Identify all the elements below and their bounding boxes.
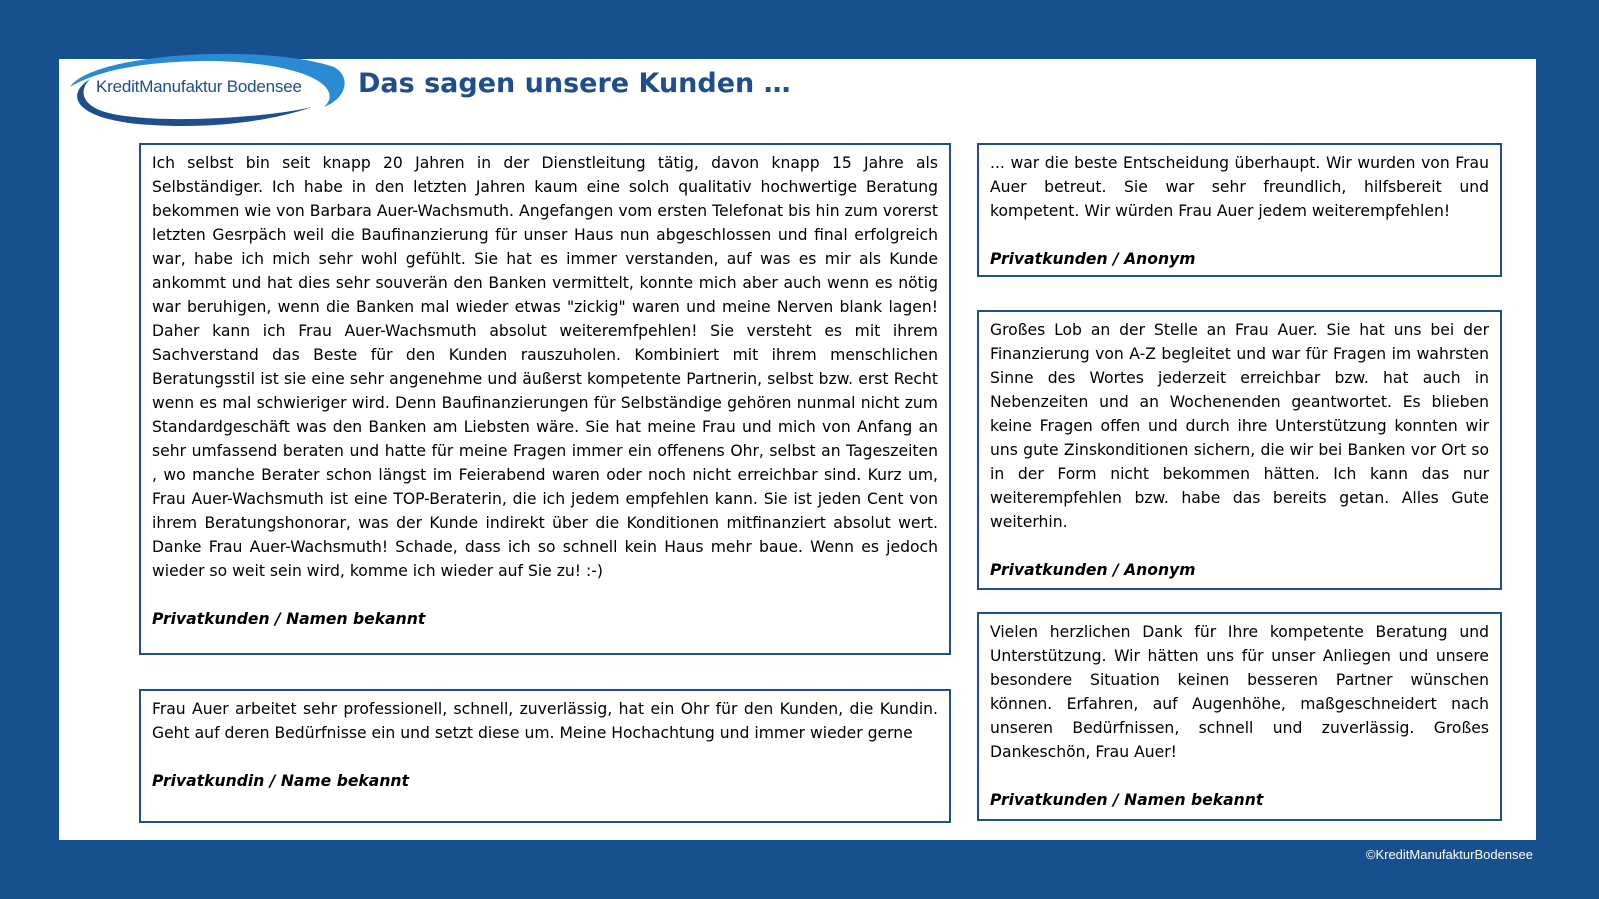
copyright-notice: ©KreditManufakturBodensee [1365,847,1533,862]
testimonial-author: Privatkunden / Namen bekannt [152,610,426,628]
slide [59,59,1536,840]
page-title: Das sagen unsere Kunden … [358,68,791,99]
testimonial-card [139,143,951,655]
testimonial-quote: Vielen herzlichen Dank für Ihre kompetente Beratung und Unterstützung. Wir hätten uns für unser Anliegen und unsere besondere Situation keinen besseren Partner wünschen können. Erfahren, auf Augenhöhe, maßgeschneidert nach unseren Bedürfnissen, schnell und zuverlässig. Großes Dankeschön, Frau Auer! [990,623,1489,761]
testimonial-card [977,143,1502,277]
company-logo [62,37,347,132]
testimonial-card [977,612,1502,821]
testimonial-quote: Großes Lob an der Stelle an Frau Auer. Sie hat uns bei der Finanzierung von A-Z begleitet und war für Fragen im wahrsten Sinne des Wortes jederzeit erreichbar bzw. hat auch in Nebenzeiten und an Wochenenden geantwortet. Es blieben keine Fragen offen und durch ihre Unterstützung konnten wir uns gute Zinskonditionen sichern, die wir bei Banken vor Ort so in der Form nicht bekommen hätten. Ich kann das nur weiterempfehlen bzw. habe das bereits getan. Alles Gute weiterhin. [990,321,1489,531]
testimonial-card [139,689,951,823]
testimonial-quote: Frau Auer arbeitet sehr professionell, schnell, zuverlässig, hat ein Ohr für den Kunden, die Kundin. Geht auf deren Bedürfnisse ein und setzt diese um. Meine Hochachtung und immer wieder gerne [152,700,938,742]
testimonial-quote: Ich selbst bin seit knapp 20 Jahren in der Dienstleitung tätig, davon knapp 15 Jahre als Selbständiger. Ich habe in den letzten Jahren kaum eine solch qualitativ hochwertige Beratung bekommen wie von Barbara Auer-Wachsmuth. Angefangen vom ersten Telefonat bis hin zum vorerst letzten Gesrpäch weil die Baufinanzierung für unser Haus nun abgeschlossen und final erfolgreich war, habe ich mich sehr wohl gefühlt. Sie hat es immer verstanden, auf was es mir als Kunde ankommt und hat dies sehr souverän den Banken vermittelt, konnte mich aber auch wenn es nötig war beruhigen, wenn die Banken mal wieder etwas "zickig" waren und meine Nerven blank lagen! Daher kann ich Frau Auer-Wachsmuth absolut weiteremfpehlen! Sie versteht es mit ihrem Sachverstand das Beste für den Kunden rauszuholen. Kombiniert mit ihrem menschlichen Beratungsstil ist sie eine sehr angenehme und äußerst kompetente Partnerin, selbst bzw. erst Recht wenn es mal schwieriger wird. Denn Baufinanzierungen für Selbständige gehören nunmal nicht zum Standardgeschäft was den Banken am Liebsten wäre. Sie hat meine Frau und mich von Anfang an sehr umfassend beraten und hatte für meine Fragen immer ein offenens Ohr, selbst an Tageszeiten , wo manche Berater schon längst im Feierabend waren oder noch nicht erreichbar sind. Kurz um, Frau Auer-Wachsmuth ist eine TOP-Beraterin, die ich jedem empfehlen kann. Sie ist jeden Cent von ihrem Beratungshonorar, was der Kunde indirekt über die Konditionen mitfinanziert absolut wert. Danke Frau Auer-Wachsmuth! Schade, dass ich so schnell kein Haus mehr baue. Wenn es jedoch wieder so weit sein wird, komme ich wieder auf Sie zu! :-) [152,154,938,580]
testimonial-card [977,310,1502,590]
testimonial-author: Privatkunden / Anonym [990,250,1196,268]
testimonial-author: Privatkunden / Anonym [990,561,1196,579]
testimonial-quote: ... war die beste Entscheidung überhaupt. Wir wurden von Frau Auer betreut. Sie war sehr freundlich, hilfsbereit und kompetent. Wir würden Frau Auer jedem weiterempfehlen! [990,154,1489,220]
logo-text: KreditManufaktur Bodensee [96,77,302,96]
testimonial-author: Privatkundin / Name bekannt [152,772,409,790]
testimonial-author: Privatkunden / Namen bekannt [990,791,1264,809]
